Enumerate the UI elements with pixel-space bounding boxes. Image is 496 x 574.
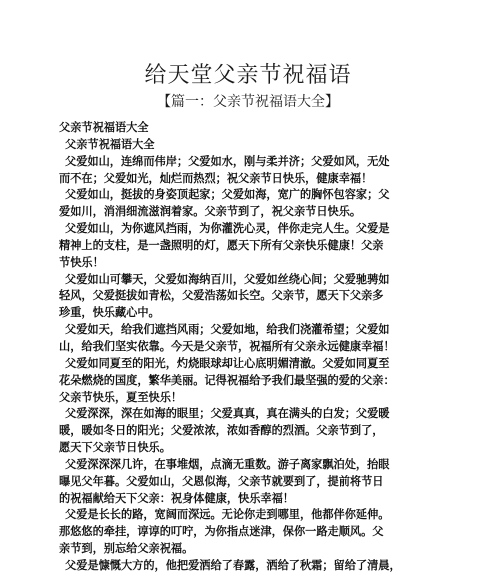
text-line: 节快乐！	[59, 254, 104, 269]
text-line: 花朵燃烧的国度，繁华美丽。记得祝福给予我们最坚强的爱的父亲：	[59, 372, 395, 387]
document-title: 给天堂父亲节祝福语	[144, 63, 352, 88]
text-line: 那悠悠的牵挂，谆谆的叮咛，为你指点迷津，保你一路走顺风。父	[59, 524, 384, 539]
text-line: 曝见父年暮。父爱如山，父恩似海，父亲节就要到了，提前将节日	[59, 473, 384, 488]
text-line: 父爱是长长的路，宽阔而深远。无论你走到哪里，他都伴你延伸。	[65, 507, 390, 522]
text-line: 暖，暖如冬日的阳光；父爱浓浓，浓如香醇的烈酒。父亲节到了，	[59, 423, 384, 438]
text-line: 父爱如山，挺拔的身姿顶起家；父爱如海，宽广的胸怀包容家；父	[65, 187, 390, 202]
text-line: 亲节到，别忘给父亲祝福。	[59, 541, 194, 556]
text-line: 父爱深深深几许，在事堆烟，点滴无重数。游子离家飘泊处，抬眼	[65, 456, 390, 471]
text-line: 父爱如天，给我们遮挡风雨；父爱如地，给我们浇灌希望；父爱如	[65, 322, 390, 337]
text-line: 而不在；父爱如光，灿烂而热烈；祝父亲节日快乐，健康幸福！	[59, 170, 373, 185]
text-line: 父亲节祝福语大全	[65, 136, 155, 151]
text-line: 山，给我们坚实依靠。今天是父亲节，祝福所有父亲永远健康幸福！	[59, 338, 395, 353]
text-line: 父爱是慷慨大方的，他把爱洒给了春露，洒给了秋霜；留给了清晨，	[65, 557, 401, 572]
text-line: 精神上的支柱，是一盏照明的灯，愿天下所有父亲快乐健康！父亲	[59, 237, 384, 252]
text-line: 父爱如山，连绵而伟岸；父爱如水，刚与柔并济；父爱如风，无处	[65, 153, 390, 168]
document-subtitle: 【篇一：父亲节祝福语大全】	[157, 94, 339, 110]
text-line: 父爱如山，为你遮风挡雨，为你灌洗心灵，伴你走完人生。父爱是	[65, 221, 390, 236]
text-line: 父爱如同夏至的阳光，灼烧眼球却让心底明媚清澈。父爱如同夏至	[65, 355, 390, 370]
text-line: 的祝福献给天下父亲：祝身体健康，快乐幸福！	[59, 490, 294, 505]
text-line: 父亲节祝福语大全	[59, 120, 149, 134]
document-body	[59, 119, 439, 574]
text-line: 珍重，快乐藏心中。	[59, 305, 160, 320]
text-line: 愿天下父亲节日快乐。	[59, 440, 171, 455]
text-line: 父亲节快乐，夏至快乐！	[59, 389, 183, 404]
text-line: 爱如川，消涓细流滋润着家。父亲节到了，祝父亲节日快乐。	[59, 204, 362, 219]
text-line: 父爱如山可攀天，父爱如海纳百川，父爱如丝绕心间；父爱驰骋如	[65, 271, 390, 286]
text-line: 父爱深深，深在如海的眼里；父爱真真，真在满头的白发；父爱暖	[65, 406, 390, 421]
text-line: 轻风，父爱挺拔如青松，父爱浩荡如长空。父亲节，愿天下父亲多	[59, 288, 384, 303]
